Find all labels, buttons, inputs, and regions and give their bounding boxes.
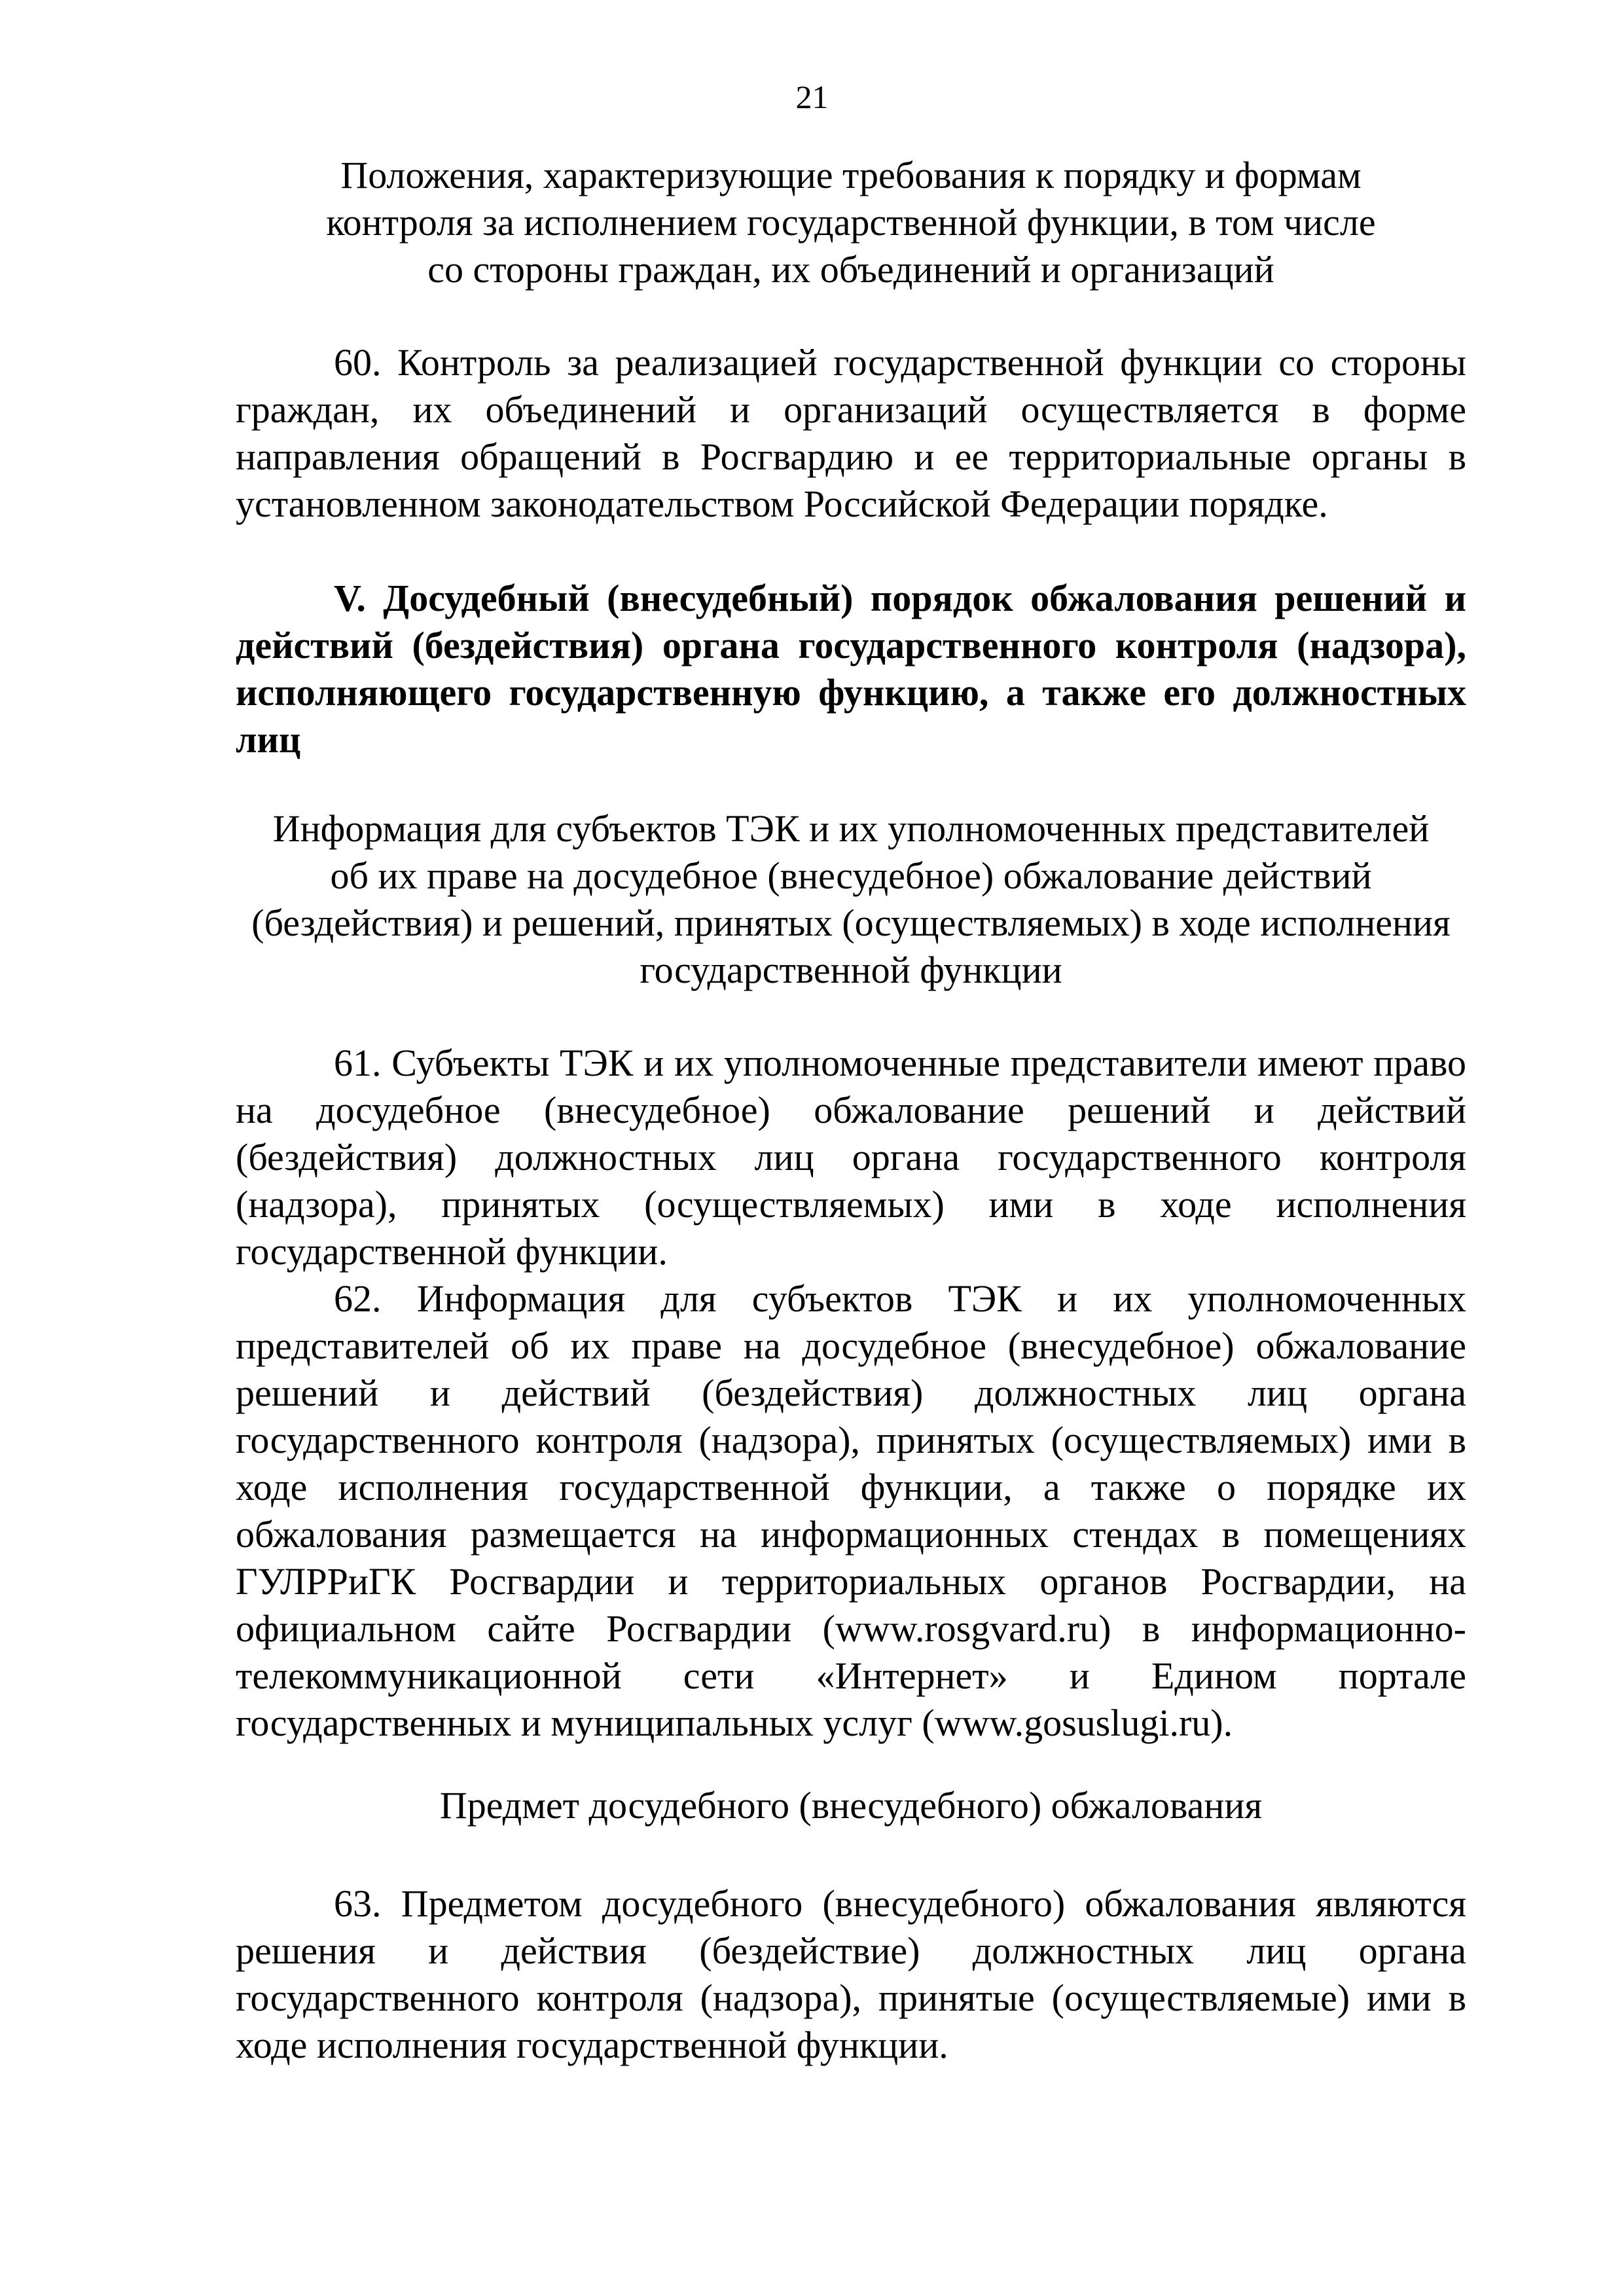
page-number: 21 bbox=[795, 79, 829, 115]
section-heading-line: государственной функции bbox=[640, 949, 1062, 991]
section-heading-line: со стороны граждан, их объединений и организаций bbox=[427, 248, 1274, 291]
paragraph-61-block bbox=[236, 1040, 1466, 1275]
paragraph-62-block bbox=[236, 1275, 1466, 1747]
section-heading-line: контроля за исполнением государственной функции, в том числе bbox=[326, 201, 1376, 244]
paragraph-63: 63. Предметом досудебного (внесудебного) обжалования являются решения и действия (бездействие) должностных лиц органа государственного контроля (надзора), принятые (осуществляемые) ими в ходе исполнения государственной функции. bbox=[236, 1882, 1466, 2066]
section-heading-line: об их праве на досудебное (внесудебное) обжалование действий bbox=[330, 854, 1372, 897]
paragraph-62: 62. Информация для субъектов ТЭК и их уполномоченных представителей об их праве на досудебное (внесудебное) обжалование решений и действий (бездействия) должностных лиц органа государственного контроля (надзора), принятых (осуществляемых) ими в ходе исполнения государственной функции, а также о порядке их обжалования размещается на информационных стендах в помещениях ГУЛРРиГК Росгвардии и территориальных органов Росгвардии, на официальном сайте Росгвардии (www.rosgvard.ru) в информационно-телекоммуникационной сети «Интернет» и Едином портале государственных и муниципальных услуг (www.gosuslugi.ru). bbox=[236, 1277, 1466, 1744]
paragraph-60: 60. Контроль за реализацией государственной функции со стороны граждан, их объединений и организаций осуществляется в форме направления обращений в Росгвардию и ее территориальные органы в установленном законодательством Российской Федерации порядке. bbox=[236, 341, 1466, 525]
paragraph-63-block bbox=[236, 1880, 1466, 2069]
section-heading-line: Информация для субъектов ТЭК и их уполномоченных представителей bbox=[272, 807, 1430, 850]
paragraph-60-block bbox=[236, 339, 1466, 528]
section-heading-line: Предмет досудебного (внесудебного) обжалования bbox=[439, 1784, 1263, 1827]
section-heading-line: (бездействия) и решений, принятых (осуществляемых) в ходе исполнения bbox=[251, 902, 1451, 944]
paragraph-61: 61. Субъекты ТЭК и их уполномоченные представители имеют право на досудебное (внесудебное) обжалование решений и действий (бездействия) должностных лиц органа государственного контроля (надзора), принятых (осуществляемых) ими в ходе исполнения государственной функции. bbox=[236, 1042, 1466, 1273]
section-heading-subject bbox=[236, 1782, 1466, 1829]
section-heading-information bbox=[236, 805, 1466, 994]
chapter-v-heading: V. Досудебный (внесудебный) порядок обжалования решений и действий (бездействия) органа государственного контроля (надзора), исполняющего государственную функцию, а также его должностных лиц bbox=[236, 577, 1466, 761]
section-heading-line: Положения, характеризующие требования к порядку и формам bbox=[340, 154, 1362, 196]
chapter-v-heading-block bbox=[236, 575, 1466, 763]
section-heading-control bbox=[236, 152, 1466, 293]
